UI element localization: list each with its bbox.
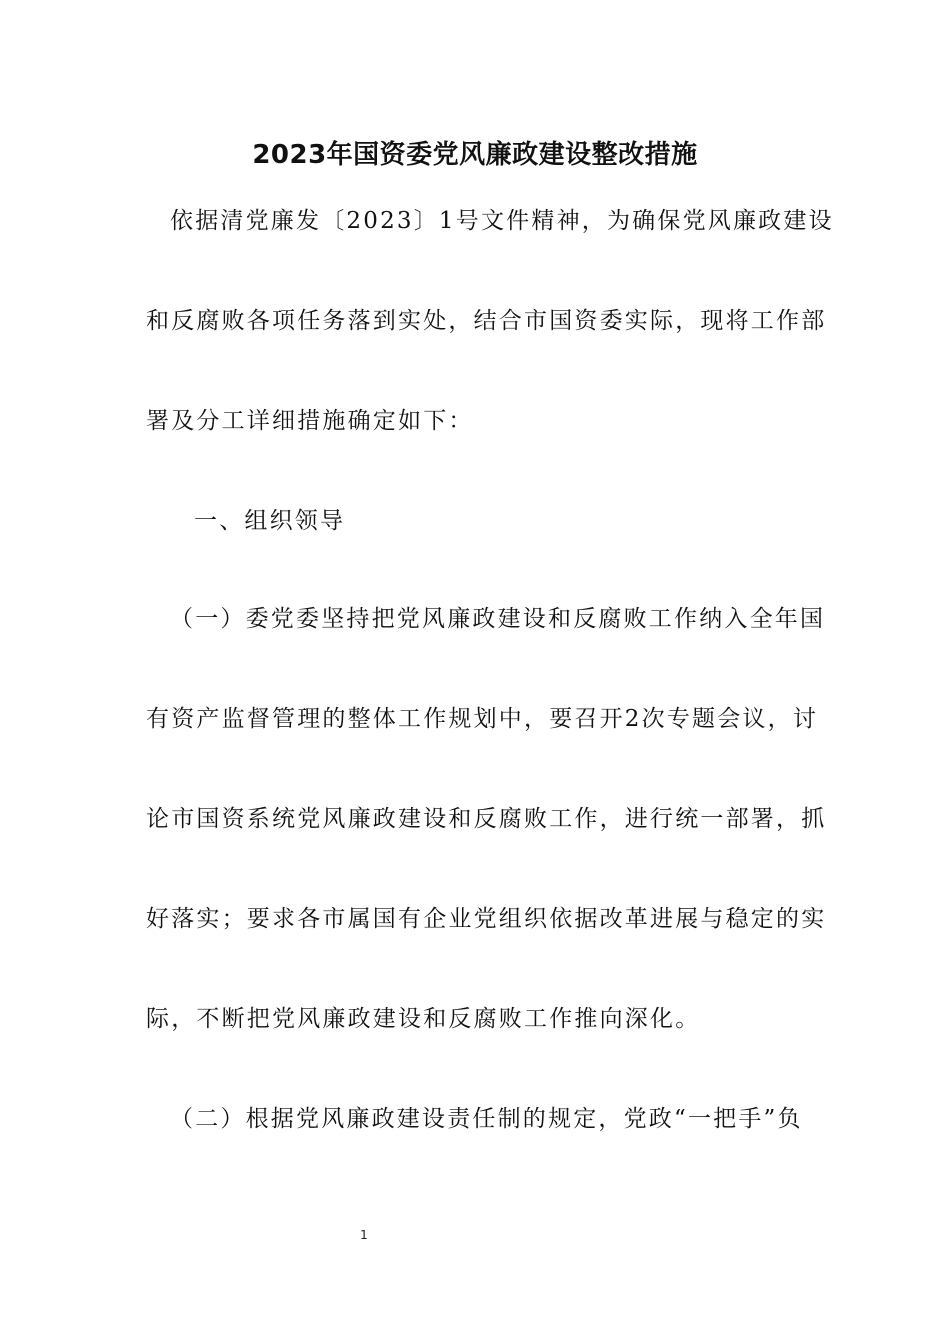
paragraph-line: 论市国资系统党风廉政建设和反腐败工作，进行统一部署，抓 [146, 806, 827, 832]
paragraph-line: 有资产监督管理的整体工作规划中，要召开2次专题会议，讨 [146, 706, 819, 732]
section-heading: 一、组织领导 [194, 508, 346, 534]
document-title: 2023年国资委党风廉政建设整改措施 [252, 140, 698, 170]
paragraph-line: （一）委党委坚持把党风廉政建设和反腐败工作纳入全年国 [170, 606, 826, 632]
paragraph-line: 和反腐败各项任务落到实处，结合市国资委实际，现将工作部 [146, 308, 827, 334]
paragraph-line: 依据清党廉发〔2023〕1号文件精神，为确保党风廉政建设 [170, 208, 834, 234]
page-number: 1 [360, 1228, 368, 1242]
paragraph-line: （二）根据党风廉政建设责任制的规定，党政“一把手”负 [170, 1106, 803, 1132]
paragraph-line: 际，不断把党风廉政建设和反腐败工作推向深化。 [146, 1006, 701, 1032]
paragraph-line: 好落实；要求各市属国有企业党组织依据改革进展与稳定的实 [146, 906, 827, 932]
paragraph-line: 署及分工详细措施确定如下： [146, 408, 474, 434]
